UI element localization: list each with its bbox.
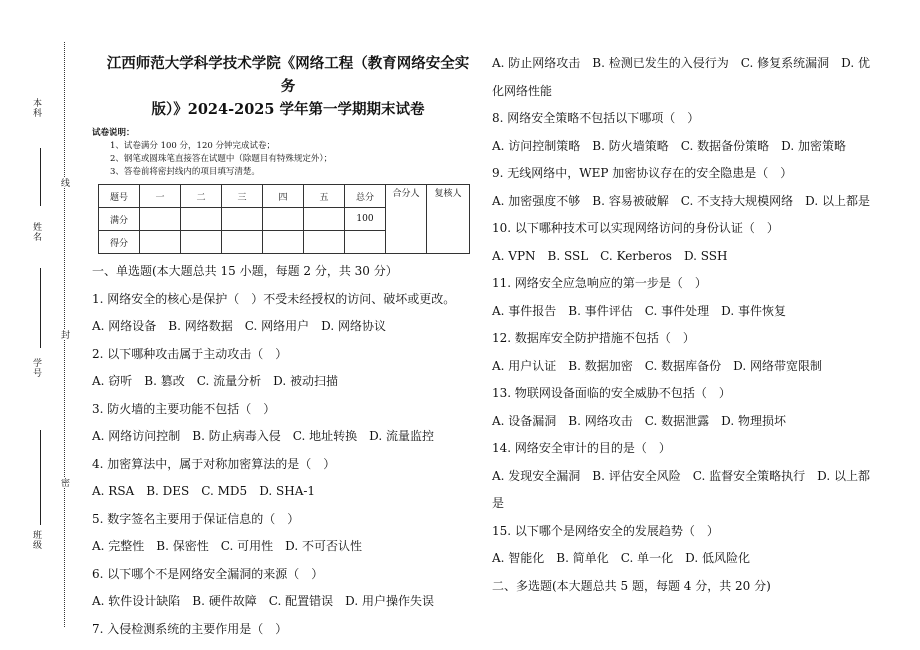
instruction-item: 3、答卷前将密封线内的项目填写清楚。 (110, 167, 260, 177)
score-cell (304, 231, 345, 254)
section-2-heading: 二、多选题(本大题总共 5 题，每题 4 分，共 20 分) (492, 578, 771, 593)
question-line: 13. 物联网设备面临的安全威胁不包括（ ） (492, 386, 731, 400)
exam-title (104, 52, 472, 121)
option-line: A. 加密强度不够 B. 容易被破解 C. 不支持大规模网络 D. 以上都是 (492, 193, 870, 208)
label-name: 姓名 (31, 222, 41, 242)
score-header-cell: 一 (140, 185, 181, 208)
score-cell (181, 208, 222, 231)
question-line: 11. 网络安全应急响应的第一步是（ ） (492, 276, 707, 290)
score-header-cell: 总分 (345, 185, 386, 208)
option-line: A. 软件设计缺陷 B. 硬件故障 C. 配置错误 D. 用户操作失误 (92, 594, 434, 608)
score-header-cell: 四 (263, 185, 304, 208)
option-line: A. 完整性 B. 保密性 C. 可用性 D. 不可否认性 (92, 539, 362, 553)
section-1-heading: 一、单选题(本大题总共 15 小题，每题 2 分，共 30 分） (92, 264, 398, 278)
question-line: 3. 防火墙的主要功能不包括（ ） (92, 401, 276, 416)
question-line: 9. 无线网络中，WEP 加密协议存在的安全隐患是（ ） (492, 166, 793, 180)
full-score-total: 100 (345, 208, 386, 231)
option-line: A. 防止网络攻击 B. 检测已发生的入侵行为 C. 修复系统漏洞 D. 优化网络性能 (492, 56, 870, 98)
title-line-2: 版）》2024-2025 学年第一学期期末试卷 (151, 101, 425, 118)
title-line-1: 江西师范大学科学技术学院《网络工程（教育网络安全实务 (106, 55, 470, 95)
option-line: A. 设备漏洞 B. 网络攻击 C. 数据泄露 D. 物理损坏 (492, 413, 786, 428)
label-secret: 密 (59, 478, 69, 488)
score-cell (345, 231, 386, 254)
score-cell (263, 208, 304, 231)
question-line: 8. 网络安全策略不包括以下哪项（ ） (492, 111, 700, 125)
instruction-item: 1、试卷满分 100 分，120 分钟完成试卷； (110, 141, 275, 151)
question-line: 4. 加密算法中，属于对称加密算法的是（ ） (92, 456, 336, 471)
score-cell (304, 208, 345, 231)
score-cell (181, 231, 222, 254)
option-line: A. 窃听 B. 篡改 C. 流量分析 D. 被动扫描 (92, 374, 338, 388)
score-header-cell: 三 (222, 185, 263, 208)
id-fill-line (40, 268, 41, 348)
name-fill-line (40, 148, 41, 206)
option-line: A. 用户认证 B. 数据加密 C. 数据库备份 D. 网络带宽限制 (492, 358, 822, 373)
instructions-heading: 试卷说明： (92, 128, 135, 138)
question-line: 15. 以下哪个是网络安全的发展趋势（ ） (492, 523, 719, 538)
label-line: 线 (59, 178, 69, 188)
label-degree: 本科 (31, 98, 41, 118)
score-header-cell: 合分人 (386, 185, 427, 254)
label-seal: 封 (59, 330, 69, 340)
full-score-label: 满分 (99, 208, 140, 231)
score-table-header-row (99, 185, 470, 208)
left-column (92, 52, 472, 643)
instruction-item: 2、钢笔或圆珠笔直接答在试题中（除题目有特殊规定外）； (110, 154, 333, 164)
label-student-id: 学号 (31, 358, 41, 378)
option-line: A. RSA B. DES C. MD5 D. SHA-1 (92, 484, 316, 498)
score-cell (222, 208, 263, 231)
score-row-label: 得分 (99, 231, 140, 254)
option-line: A. 网络设备 B. 网络数据 C. 网络用户 D. 网络协议 (92, 319, 386, 333)
option-line: A. 事件报告 B. 事件评估 C. 事件处理 D. 事件恢复 (492, 303, 786, 318)
score-header-cell: 二 (181, 185, 222, 208)
question-line: 2. 以下哪种攻击属于主动攻击（ ） (92, 346, 288, 361)
question-line: 10. 以下哪种技术可以实现网络访问的身份认证（ ） (492, 221, 779, 235)
score-header-cell: 五 (304, 185, 345, 208)
score-cell (222, 231, 263, 254)
label-class: 班级 (31, 530, 41, 550)
option-line: A. 网络访问控制 B. 防止病毒入侵 C. 地址转换 D. 流量监控 (92, 429, 434, 443)
exam-instructions (92, 127, 472, 179)
question-line: 12. 数据库安全防护措施不包括（ ） (492, 331, 695, 345)
option-line: A. 发现安全漏洞 B. 评估安全风险 C. 监督安全策略执行 D. 以上都是 (492, 468, 870, 510)
question-line: 7. 入侵检测系统的主要作用是（ ） (92, 621, 288, 636)
question-line: 14. 网络安全审计的目的是（ ） (492, 441, 671, 455)
score-cell (140, 231, 181, 254)
score-table (98, 184, 470, 254)
option-line: A. 智能化 B. 简单化 C. 单一化 D. 低风险化 (492, 551, 750, 565)
right-column (492, 50, 880, 600)
score-header-cell: 题号 (99, 185, 140, 208)
score-cell (263, 231, 304, 254)
score-header-cell: 复核人 (427, 185, 470, 254)
class-fill-line (40, 430, 41, 525)
binding-margin (0, 0, 72, 650)
option-line: A. VPN B. SSL C. Kerberos D. SSH (492, 248, 728, 263)
option-line: A. 访问控制策略 B. 防火墙策略 C. 数据备份策略 D. 加密策略 (492, 138, 846, 153)
question-line: 6. 以下哪个不是网络安全漏洞的来源（ ） (92, 566, 324, 581)
score-cell (140, 208, 181, 231)
question-line: 5. 数字签名主要用于保证信息的（ ） (92, 511, 300, 526)
question-line: 1. 网络安全的核心是保护（ ）不受未经授权的访问、破坏或更改。 (92, 291, 456, 306)
